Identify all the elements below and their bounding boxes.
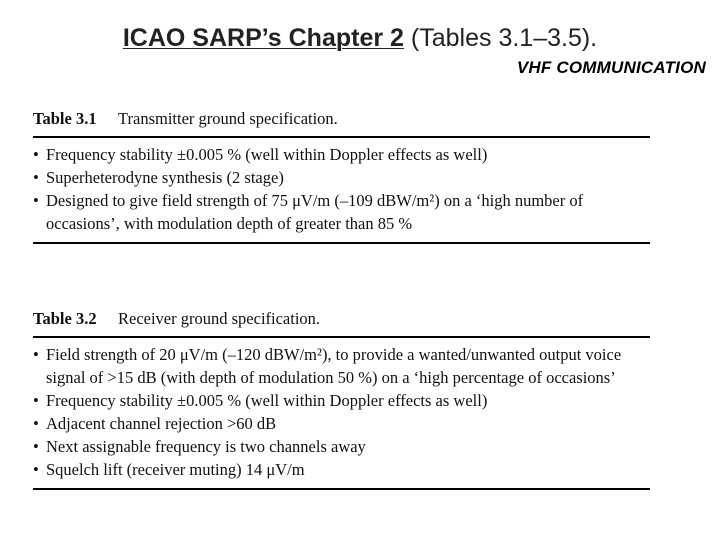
table-number: Table 3.1	[33, 109, 97, 128]
slide-title	[0, 24, 720, 53]
table-caption	[33, 108, 650, 136]
table-caption	[33, 308, 650, 336]
bottom-rule	[33, 242, 650, 244]
list-item	[33, 435, 650, 458]
bullet-icon: •	[33, 145, 39, 164]
list-item-text: Designed to give field strength of 75 μV/m (–109 dBW/m²) on a ‘high number of occasions’, with modulation depth of greater than 85 %	[46, 191, 584, 233]
slide-title-underlined: ICAO SARP’s Chapter 2	[122, 24, 404, 52]
bullet-icon: •	[33, 168, 39, 187]
table-caption-text: Transmitter ground specification.	[118, 109, 338, 128]
bullet-icon: •	[33, 391, 39, 410]
table-number: Table 3.2	[33, 309, 97, 328]
spec-list	[33, 138, 650, 242]
bullet-icon: •	[33, 345, 39, 364]
table-caption-text: Receiver ground specification.	[118, 309, 321, 328]
list-item-text: Next assignable frequency is two channels away	[46, 437, 366, 456]
table-3-2	[33, 308, 650, 490]
list-item	[33, 166, 650, 189]
list-item-text: Squelch lift (receiver muting) 14 μV/m	[46, 460, 305, 479]
slide-title-rest: (Tables 3.1–3.5).	[410, 24, 598, 52]
list-item-text: Adjacent channel rejection >60 dB	[46, 414, 277, 433]
list-item	[33, 343, 650, 389]
bottom-rule	[33, 488, 650, 490]
list-item	[33, 458, 650, 481]
list-item	[33, 389, 650, 412]
section-label: VHF COMMUNICATION	[516, 58, 706, 77]
bullet-icon: •	[33, 437, 39, 456]
list-item-text: Field strength of 20 μV/m (–120 dBW/m²), to provide a wanted/unwanted output voice signal of >15 dB (with depth of modulation 50 %) on a ‘high percentage of occasions’	[46, 345, 622, 387]
list-item-text: Frequency stability ±0.005 % (well within Doppler effects as well)	[46, 145, 488, 164]
bullet-icon: •	[33, 460, 39, 479]
bullet-icon: •	[33, 191, 39, 210]
bullet-icon: •	[33, 414, 39, 433]
list-item-text: Superheterodyne synthesis (2 stage)	[46, 168, 284, 187]
list-item	[33, 412, 650, 435]
table-3-1	[33, 108, 650, 244]
list-item	[33, 189, 650, 235]
spec-list	[33, 338, 650, 488]
list-item-text: Frequency stability ±0.005 % (well within Doppler effects as well)	[46, 391, 488, 410]
list-item	[33, 143, 650, 166]
